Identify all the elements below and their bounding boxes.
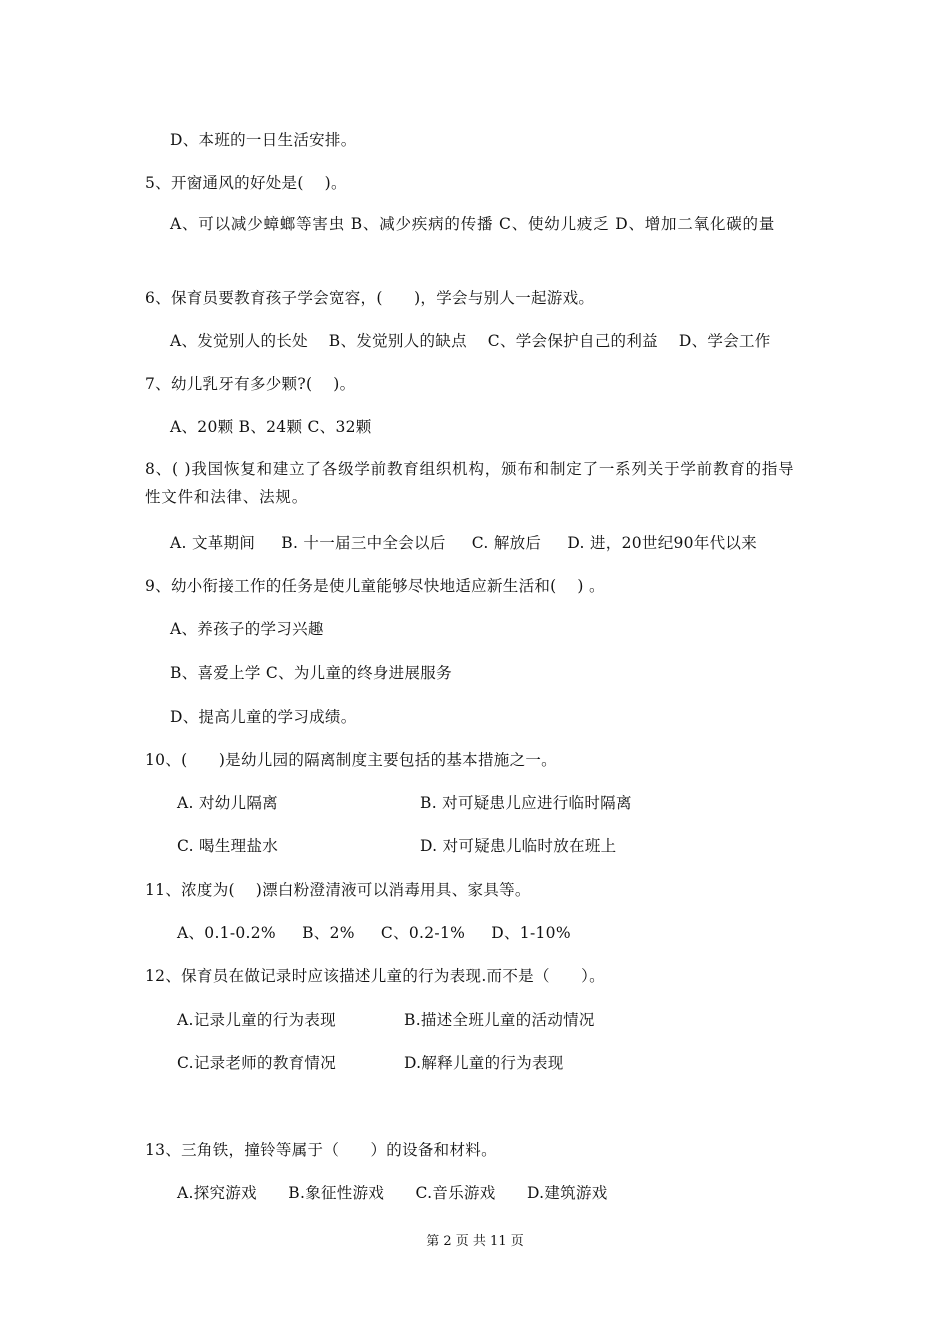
question-6: 6、保育员要教育孩子学会宽容，( )，学会与别人一起游戏。	[145, 289, 595, 307]
question-12-option-b: B.描述全班儿童的活动情况	[404, 1011, 595, 1029]
question-9-option-a: A、养孩子的学习兴趣	[170, 620, 324, 638]
question-10: 10、( )是幼儿园的隔离制度主要包括的基本措施之一。	[145, 751, 557, 769]
question-5-options: A、可以减少蟑螂等害虫 B、减少疾病的传播 C、使幼儿疲乏 D、增加二氧化碳的量	[170, 215, 776, 233]
question-7-options: A、20颗 B、24颗 C、32颗	[170, 418, 372, 436]
question-6-options: A、发觉别人的长处 B、发觉别人的缺点 C、学会保护自己的利益 D、学会工作	[170, 332, 771, 350]
question-10-option-d: D. 对可疑患儿临时放在班上	[420, 837, 617, 855]
question-10-option-a: A. 对幼儿隔离	[177, 794, 278, 812]
question-9-options-bc: B、喜爱上学 C、为儿童的终身进展服务	[170, 664, 452, 682]
question-12: 12、保育员在做记录时应该描述儿童的行为表现.而不是（ ）。	[145, 967, 605, 985]
question-12-option-c: C.记录老师的教育情况	[177, 1054, 337, 1072]
question-9: 9、幼小衔接工作的任务是使儿童能够尽快地适应新生活和( ) 。	[145, 577, 605, 595]
question-13: 13、三角铁，撞铃等属于（ ）的设备和材料。	[145, 1141, 497, 1159]
page-footer: 第 2 页 共 11 页	[426, 1234, 524, 1249]
question-12-option-d: D.解释儿童的行为表现	[404, 1054, 564, 1072]
question-9-option-d: D、提高儿童的学习成绩。	[170, 708, 357, 726]
question-8: 8、( )我国恢复和建立了各级学前教育组织机构，颁布和制定了一系列关于学前教育的指导性文件和法律、法规。	[145, 460, 795, 506]
question-10-option-b: B. 对可疑患儿应进行临时隔离	[420, 794, 632, 812]
question-11-options: A、0.1-0.2% B、2% C、0.2-1% D、1-10%	[177, 924, 571, 942]
question-13-options: A.探究游戏 B.象征性游戏 C.音乐游戏 D.建筑游戏	[177, 1184, 608, 1202]
question-12-option-a: A.记录儿童的行为表现	[177, 1011, 336, 1029]
question-8-options: A. 文革期间 B. 十一届三中全会以后 C. 解放后 D. 进，20世纪90年代以来	[170, 534, 758, 552]
question-7: 7、幼儿乳牙有多少颗?( )。	[145, 375, 356, 393]
q4-option-d: D、本班的一日生活安排。	[170, 131, 357, 149]
question-10-option-c: C. 喝生理盐水	[177, 837, 279, 855]
question-5: 5、开窗通风的好处是( )。	[145, 174, 347, 192]
question-11: 11、浓度为( )漂白粉澄清液可以消毒用具、家具等。	[145, 881, 531, 899]
